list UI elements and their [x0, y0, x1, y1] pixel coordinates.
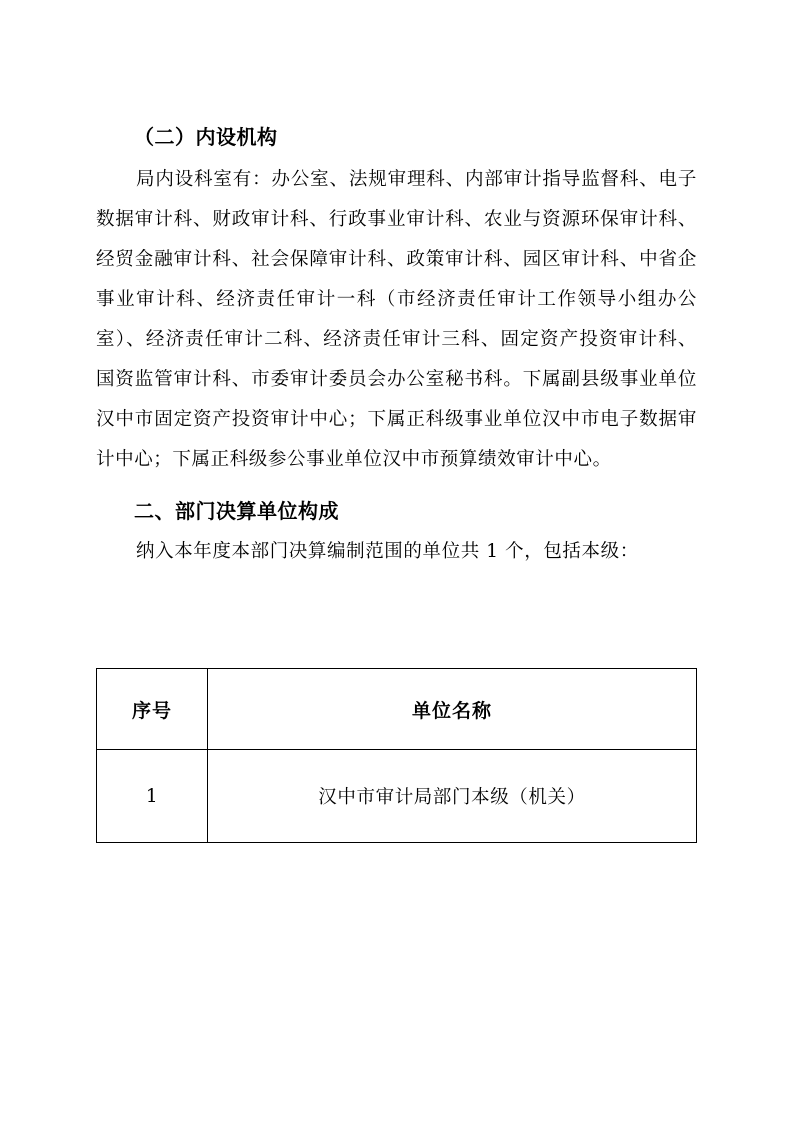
unit-table-body [97, 750, 697, 843]
column-header-sequence: 序号 [97, 669, 208, 750]
cell-sequence: 1 [97, 750, 208, 843]
body-paragraph-internal-organizations: 局内设科室有：办公室、法规审理科、内部审计指导监督科、电子数据审计科、财政审计科、行政事业审计科、农业与资源环保审计科、经贸金融审计科、社会保障审计科、政策审计科、园区审计科、中省企事业审计科、经济责任审计一科（市经济责任审计工作领导小组办公室）、经济责任审计二科、经济责任审计三科、固定资产投资审计科、国资监管审计科、市委审计委员会办公室秘书科。下属副县级事业单位汉中市固定资产投资审计中心；下属正科级事业单位汉中市电子数据审计中心；下属正科级参公事业单位汉中市预算绩效审计中心。 [96, 169, 697, 470]
section-heading-unit-composition: 二、部门决算单位构成 [134, 499, 339, 523]
body-paragraph-unit-composition: 纳入本年度本部门决算编制范围的单位共 1 个，包括本级： [136, 541, 639, 562]
table-row [97, 750, 697, 843]
table-header-row [97, 669, 697, 750]
unit-table [96, 668, 697, 843]
unit-table-header [97, 669, 697, 750]
column-header-unit-name: 单位名称 [208, 669, 697, 750]
unit-table-container [96, 668, 697, 843]
cell-unit-name: 汉中市审计局部门本级（机关） [208, 750, 697, 843]
section-heading-internal-organizations: （二）内设机构 [134, 125, 278, 149]
